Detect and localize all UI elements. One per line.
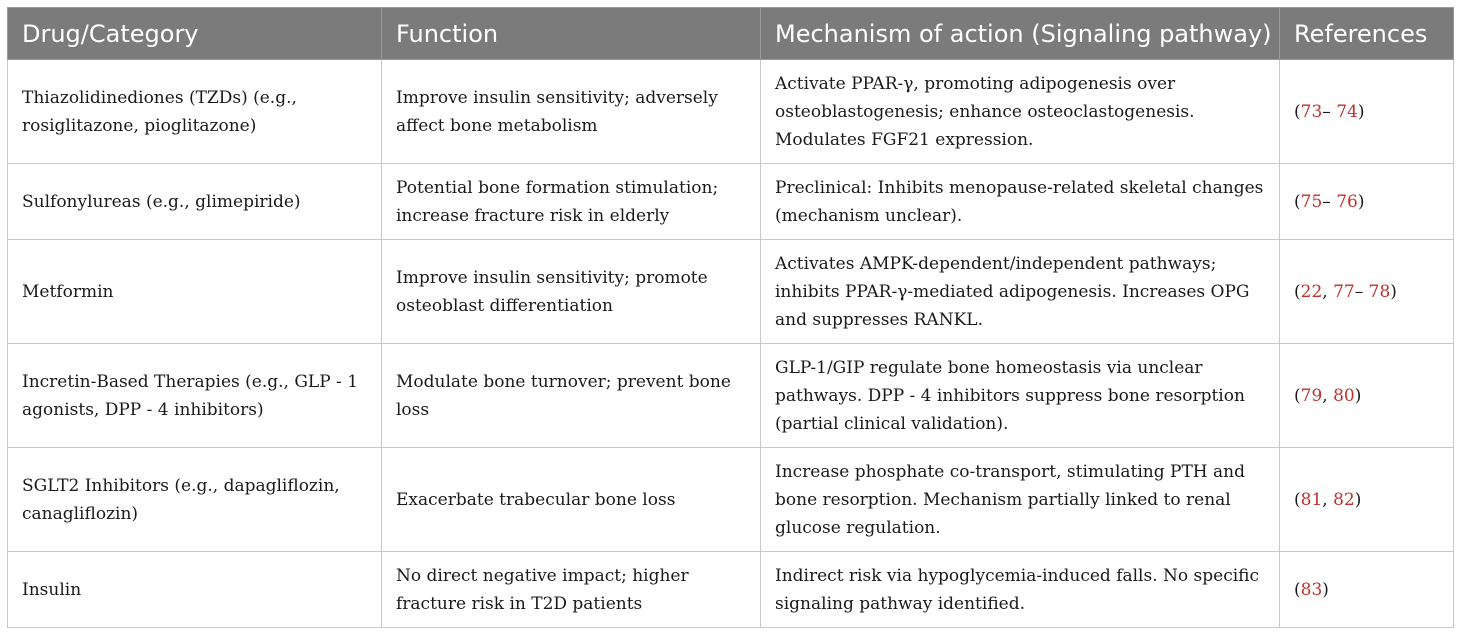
ref-link[interactable]: 77 [1333,281,1355,302]
mechanism-cell: Increase phosphate co-transport, stimulating PTH and bone resorption. Mechanism partially linked to renal glucose regulation. [761,448,1280,552]
table-row [8,344,1454,448]
function-cell: Exacerbate trabecular bone loss [382,448,761,552]
table-row [8,552,1454,628]
table-row [8,60,1454,164]
ref-link[interactable]: 83 [1300,579,1323,600]
references-cell: (73– 74) [1280,60,1454,164]
ref-link[interactable]: 81 [1300,489,1323,510]
header-function: Function [382,8,761,60]
function-cell: No direct negative impact; higher fracture risk in T2D patients [382,552,761,628]
ref-separator: – [1354,281,1369,302]
function-cell: Potential bone formation stimulation; increase fracture risk in elderly [382,164,761,240]
function-cell: Modulate bone turnover; prevent bone loss [382,344,761,448]
ref-link[interactable]: 76 [1336,191,1358,212]
references-cell: (79, 80) [1280,344,1454,448]
ref-separator: , [1322,489,1334,510]
drug-table [7,7,1454,628]
ref-link[interactable]: 22 [1300,281,1323,302]
header-drug: Drug/Category [8,8,382,60]
mechanism-cell: GLP-1/GIP regulate bone homeostasis via unclear pathways. DPP - 4 inhibitors suppress bone resorption (partial clinical validation). [761,344,1280,448]
header-references: References [1280,8,1454,60]
ref-link[interactable]: 79 [1300,385,1323,406]
mechanism-cell: Preclinical: Inhibits menopause-related skeletal changes (mechanism unclear). [761,164,1280,240]
drug-cell: Incretin-Based Therapies (e.g., GLP - 1 agonists, DPP - 4 inhibitors) [8,344,382,448]
mechanism-cell: Activate PPAR-γ, promoting adipogenesis over osteoblastogenesis; enhance osteoclastogenesis. Modulates FGF21 expression. [761,60,1280,164]
table-row [8,240,1454,344]
ref-link[interactable]: 73 [1300,101,1323,122]
ref-link[interactable]: 78 [1368,281,1391,302]
ref-link[interactable]: 74 [1336,101,1358,122]
references-cell: (83) [1280,552,1454,628]
function-cell: Improve insulin sensitivity; adversely affect bone metabolism [382,60,761,164]
ref-link[interactable]: 80 [1333,385,1355,406]
table-row [8,448,1454,552]
function-cell: Improve insulin sensitivity; promote osteoblast differentiation [382,240,761,344]
references-cell: (22, 77– 78) [1280,240,1454,344]
ref-separator: , [1322,385,1334,406]
header-mechanism: Mechanism of action (Signaling pathway) [761,8,1280,60]
mechanism-cell: Indirect risk via hypoglycemia-induced falls. No specific signaling pathway identified. [761,552,1280,628]
references-cell: (75– 76) [1280,164,1454,240]
ref-separator: , [1322,281,1334,302]
references-cell: (81, 82) [1280,448,1454,552]
drug-cell: Metformin [8,240,382,344]
drug-cell: SGLT2 Inhibitors (e.g., dapagliflozin, canagliflozin) [8,448,382,552]
mechanism-cell: Activates AMPK-dependent/independent pathways; inhibits PPAR-γ-mediated adipogenesis. Increases OPG and suppresses RANKL. [761,240,1280,344]
drug-cell: Thiazolidinediones (TZDs) (e.g., rosiglitazone, pioglitazone) [8,60,382,164]
ref-link[interactable]: 82 [1333,489,1355,510]
drug-cell: Insulin [8,552,382,628]
ref-separator: – [1322,101,1337,122]
ref-separator: – [1322,191,1337,212]
drug-cell: Sulfonylureas (e.g., glimepiride) [8,164,382,240]
ref-link[interactable]: 75 [1300,191,1323,212]
table-row [8,164,1454,240]
header-row [8,8,1454,60]
